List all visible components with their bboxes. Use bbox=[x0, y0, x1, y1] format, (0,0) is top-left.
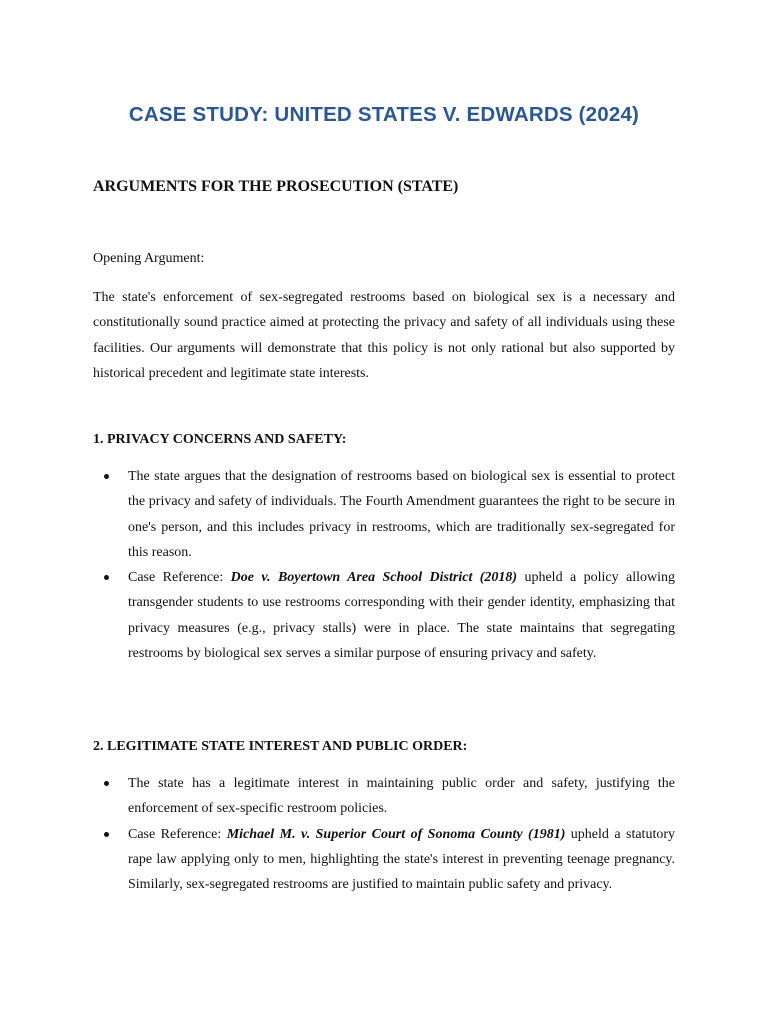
section-2-heading: 2. LEGITIMATE STATE INTEREST AND PUBLIC ORDER: bbox=[93, 739, 468, 754]
bullet-suffix: upheld a policy allowing transgender students to use restrooms corresponding with their gender identity, emphasizing that privacy measures (e.g., privacy stalls) were in place. The state maintains that segregating restrooms by biological sex serves a similar purpose of ensuring privacy and safety. bbox=[128, 570, 675, 662]
case-citation: Doe v. Boyertown Area School District (2018) bbox=[230, 570, 518, 586]
list-item bbox=[93, 822, 675, 898]
bullet-prefix: Case Reference: bbox=[128, 570, 231, 586]
list-item bbox=[93, 771, 675, 822]
list-item bbox=[93, 464, 675, 565]
list-item bbox=[93, 565, 675, 666]
bullet-suffix: upheld a statutory rape law applying only to men, highlighting the state's interest in preventing teenage pregnancy. Similarly, sex-segregated restrooms are justified to maintain public safety and privacy. bbox=[128, 826, 675, 893]
bullet-icon bbox=[104, 575, 109, 580]
bullet-text: The state has a legitimate interest in maintaining public order and safety, justifying the enforcement of sex-specific restroom policies. bbox=[128, 776, 675, 817]
bullet-text: The state argues that the designation of restrooms based on biological sex is essential to protect the privacy and safety of individuals. The Fourth Amendment guarantees the right to be secure in one's person, and this includes privacy in restrooms, which are traditionally sex-segregated for this reason. bbox=[128, 469, 675, 560]
section-heading: ARGUMENTS FOR THE PROSECUTION (STATE) bbox=[93, 178, 459, 195]
opening-argument-label: Opening Argument: bbox=[93, 251, 205, 266]
section-1-heading: 1. PRIVACY CONCERNS AND SAFETY: bbox=[93, 432, 347, 447]
bullet-icon bbox=[104, 781, 109, 786]
bullet-icon bbox=[104, 832, 109, 837]
case-citation: Michael M. v. Superior Court of Sonoma County (1981) bbox=[226, 826, 566, 842]
bullet-prefix: Case Reference: bbox=[128, 826, 227, 842]
section-1-bullet-list bbox=[93, 464, 675, 666]
bullet-icon bbox=[104, 474, 109, 479]
opening-paragraph: The state's enforcement of sex-segregated restrooms based on biological sex is a necessary and constitutionally sound practice aimed at protecting the privacy and safety of all individuals using these facilities. Our arguments will demonstrate that this policy is not only rational but also supported by historical precedent and legitimate state interests. bbox=[93, 290, 675, 381]
section-2-bullet-list bbox=[93, 771, 675, 897]
document-title: CASE STUDY: UNITED STATES V. EDWARDS (2024) bbox=[128, 103, 640, 126]
